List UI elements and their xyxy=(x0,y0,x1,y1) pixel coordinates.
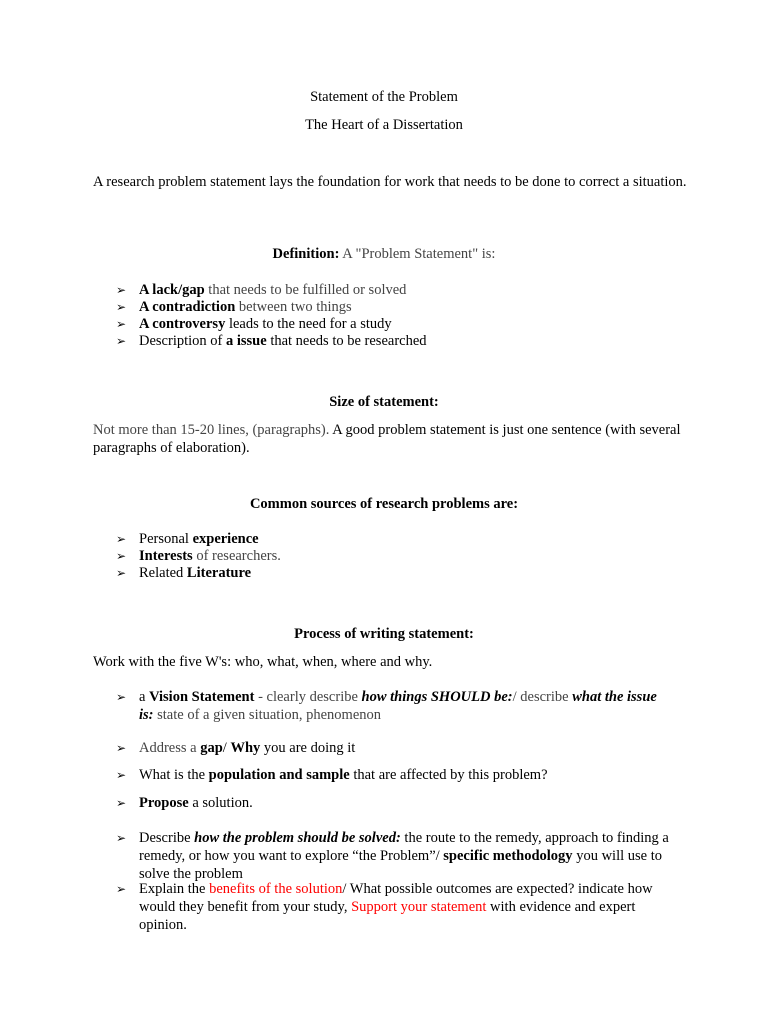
arrow-bullet-icon: ➢ xyxy=(116,768,127,782)
item-text: leads to the need for a study xyxy=(225,316,392,332)
item-text: Describe xyxy=(139,830,195,846)
item-bold: specific methodology xyxy=(443,848,573,864)
arrow-bullet-icon: ➢ xyxy=(116,317,127,331)
arrow-bullet-icon: ➢ xyxy=(116,334,127,348)
process-intro: Work with the five W's: who, what, when, where and why. xyxy=(93,654,433,670)
item-text: that needs to be researched xyxy=(266,333,427,349)
item-text: a solution. xyxy=(188,795,253,811)
arrow-bullet-icon: ➢ xyxy=(116,532,127,546)
size-text-a: Not more than 15-20 lines, (paragraphs). xyxy=(93,422,333,438)
item-text: that are affected by this problem? xyxy=(349,767,548,783)
item-bold: A contradiction xyxy=(139,299,236,315)
item-text: you will use to solve the problem xyxy=(139,848,662,882)
item-text: with evidence and expert opinion. xyxy=(139,899,636,933)
item-bold: A controversy xyxy=(139,316,226,332)
item-bold: Propose xyxy=(139,795,189,811)
page-subtitle: The Heart of a Dissertation xyxy=(305,117,463,133)
item-text: state of a given situation, phenomenon xyxy=(153,707,382,723)
size-paragraph xyxy=(93,421,693,457)
arrow-bullet-icon: ➢ xyxy=(116,796,127,810)
size-heading xyxy=(0,394,768,411)
item-prefix: Related xyxy=(139,565,187,581)
arrow-bullet-icon: ➢ xyxy=(116,741,127,755)
item-text: you are doing it xyxy=(260,740,356,756)
intro-paragraph: A research problem statement lays the foundation for work that needs to be done to correct a situation. xyxy=(93,174,687,190)
item-text: Address a xyxy=(139,740,201,756)
size-text-b: A good problem statement is just one sentence (with several paragraphs of elaboration). xyxy=(93,422,681,456)
item-text: that needs to be fulfilled or solved xyxy=(204,282,407,298)
item-prefix: Description of xyxy=(139,333,226,349)
item-text: What is the xyxy=(139,767,209,783)
sources-heading-text: Common sources of research problems are: xyxy=(249,496,519,512)
item-bold: Interests xyxy=(139,548,193,564)
process-heading-text: Process of writing statement: xyxy=(294,626,474,642)
item-text: / What possible outcomes are expected? indicate how would they benefit from your study, xyxy=(139,881,653,915)
item-text: between two things xyxy=(235,299,352,315)
item-text: a xyxy=(139,689,150,705)
item-bold: population and sample xyxy=(208,767,350,783)
item-text: - clearly describe xyxy=(254,689,362,705)
arrow-bullet-icon: ➢ xyxy=(116,300,127,314)
process-heading xyxy=(0,626,768,643)
arrow-bullet-icon: ➢ xyxy=(116,690,127,704)
item-text: / xyxy=(222,740,231,756)
page-title: Statement of the Problem xyxy=(310,89,458,105)
item-bold: A lack/gap xyxy=(139,282,205,298)
item-red-text: benefits of the solution xyxy=(209,881,343,897)
size-heading-text: Size of statement: xyxy=(329,394,439,410)
definition-text: A "Problem Statement" is: xyxy=(342,246,496,262)
item-bold-italic: what the issue is: xyxy=(139,689,657,723)
definition-heading xyxy=(0,246,768,263)
item-bold: Literature xyxy=(186,565,252,581)
item-bold: experience xyxy=(192,531,259,547)
item-red-text: Support your statement xyxy=(351,899,487,915)
arrow-bullet-icon: ➢ xyxy=(116,831,127,845)
item-bold: a issue xyxy=(225,333,267,349)
item-bold-italic: how the problem should be solved: xyxy=(194,830,401,846)
arrow-bullet-icon: ➢ xyxy=(116,549,127,563)
arrow-bullet-icon: ➢ xyxy=(116,566,127,580)
item-bold: gap xyxy=(200,740,223,756)
item-text: / describe xyxy=(512,689,573,705)
definition-label: Definition: xyxy=(272,246,340,262)
sources-heading xyxy=(0,496,768,513)
arrow-bullet-icon: ➢ xyxy=(116,882,127,896)
item-bold: Vision Statement xyxy=(149,689,255,705)
item-bold-italic: how things SHOULD be: xyxy=(361,689,513,705)
item-text: of researchers. xyxy=(192,548,281,564)
item-text: Explain the xyxy=(139,881,210,897)
item-text: the route to the remedy, approach to finding a remedy, or how you want to explore “the Problem”/ xyxy=(139,830,669,864)
item-prefix: Personal xyxy=(139,531,193,547)
item-bold: Why xyxy=(230,740,261,756)
arrow-bullet-icon: ➢ xyxy=(116,283,127,297)
